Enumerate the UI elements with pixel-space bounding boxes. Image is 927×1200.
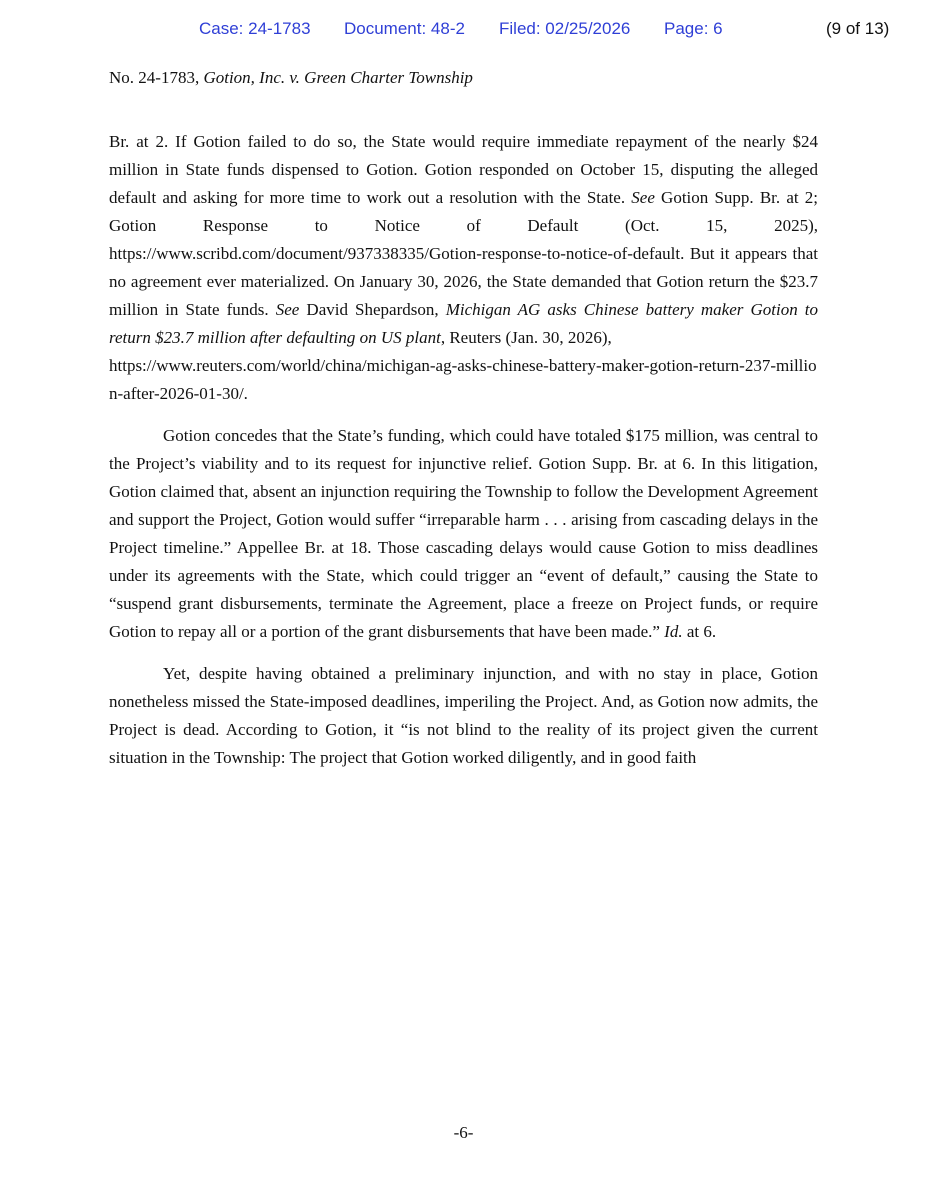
paragraph-2-text-1: Gotion concedes that the State’s funding, which could have totaled $175 million, was central to the Project’s viability and to its request for injunctive relief. Gotion Supp. Br. at 6. In this litigation, Gotion claimed that, absent an injunction requiring the Township to follow the Development Agreement and support the Project, Gotion would suffer “irreparable harm . . . arising from cascading delays in the Project timeline.” Appellee Br. at 18. Those cascading delays would cause Gotion to miss deadlines under its agreements with the State, which could trigger an “event of default,” causing the State to “suspend grant disbursements, terminate the Agreement, place a freeze on Project funds, or require Gotion to repay all or a portion of the grant disbursements that have been made.” xyxy=(109,426,818,641)
paragraph-project-dead xyxy=(109,660,818,772)
citation-id: Id. xyxy=(664,622,683,641)
page-footer-number: -6- xyxy=(453,1123,474,1142)
reuters-article-url[interactable]: https://www.reuters.com/world/china/michigan-ag-asks-chinese-battery-maker-gotion-return-237-million-after-2026-01-30/. xyxy=(109,356,817,403)
paragraph-state-funding xyxy=(109,422,818,646)
paragraph-1-text-2: Gotion Supp. Br. at 2; Gotion Response to Notice of Default (Oct. 15, 2025), https://www.scribd.com/document/937338335/Gotion-response-to-notice-of-default. But it appears that no agreement ever materialized. On January 30, 2026, the State demanded that Gotion return the $23.7 million in State funds. xyxy=(109,188,819,319)
paragraph-1-text-4: , Reuters (Jan. 30, 2026), xyxy=(440,328,612,347)
citation-signal-see: See xyxy=(275,300,300,319)
paragraph-2-text-2: at 6. xyxy=(682,622,717,641)
case-caption-title: Gotion, Inc. v. Green Charter Township xyxy=(203,68,473,87)
case-caption-number: No. 24-1783, xyxy=(109,68,204,87)
ecf-filed-date: Filed: 02/25/2026 xyxy=(499,19,631,38)
paragraph-1-text-3: David Shepardson, xyxy=(299,300,446,319)
opinion-body xyxy=(109,128,818,772)
ecf-document-number: Document: 48-2 xyxy=(344,19,465,38)
ecf-filing-header xyxy=(0,17,927,41)
paragraph-1-text-1: Br. at 2. If Gotion failed to do so, the State would require immediate repayment of the nearly $24 million in State funds dispensed to Gotion. Gotion responded on October 15, disputing the alleged default and asking for more time to work out a resolution with the State. xyxy=(109,132,818,207)
ecf-page-count: (9 of 13) xyxy=(826,19,890,38)
ecf-page-number: Page: 6 xyxy=(664,19,723,38)
citation-signal-see: See xyxy=(631,188,655,207)
ecf-case-number: Case: 24-1783 xyxy=(199,19,311,38)
paragraph-3-text: Yet, despite having obtained a preliminary injunction, and with no stay in place, Gotion nonetheless missed the State-imposed deadlines, imperiling the Project. And, as Gotion now admits, the Project is dead. According to Gotion, it “is not blind to the reality of its project given the current situation in the Township: The project that Gotion worked diligently, and in good faith xyxy=(109,664,818,767)
case-caption xyxy=(109,66,473,90)
paragraph-state-default xyxy=(109,128,818,408)
reuters-article-title: Michigan AG asks Chinese battery maker Gotion to return $23.7 million after defaulting on US plant xyxy=(109,300,819,347)
